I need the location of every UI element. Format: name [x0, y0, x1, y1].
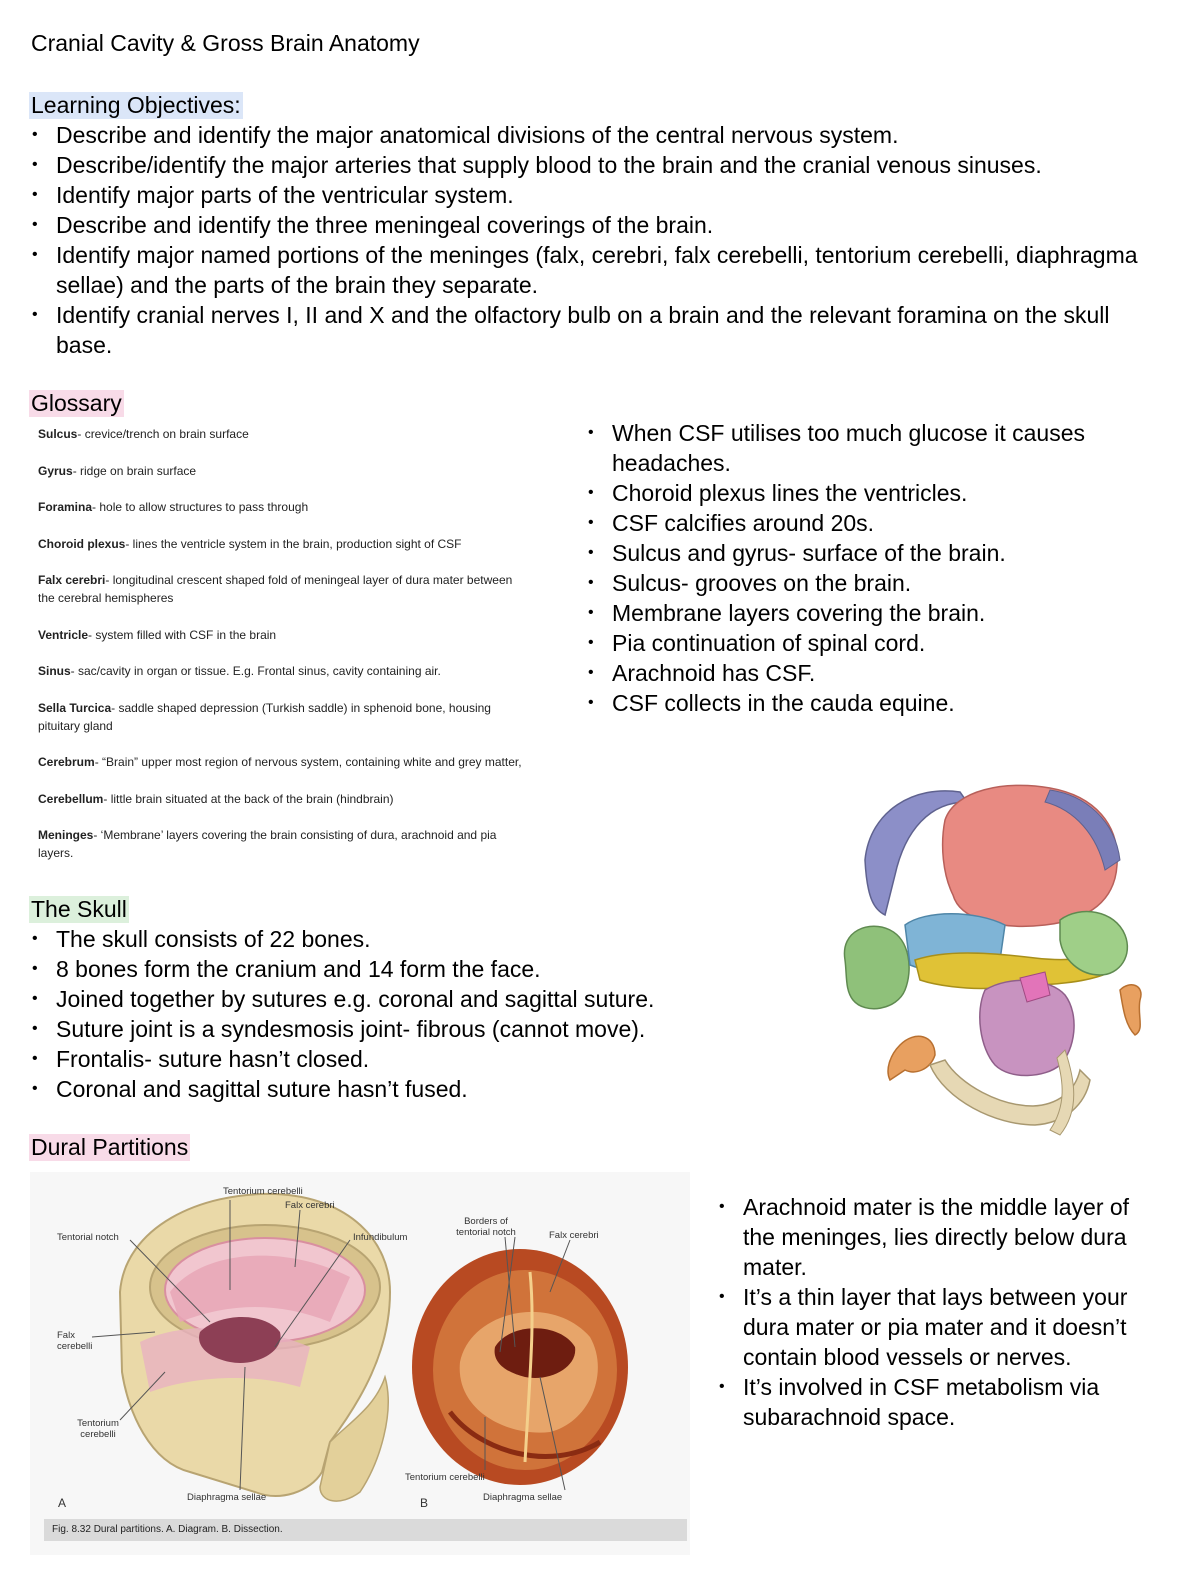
skull-heading: The Skull — [31, 896, 127, 922]
list-item: • Frontalis- suture hasn’t closed. — [31, 1044, 821, 1074]
list-item: • The skull consists of 22 bones. — [31, 924, 821, 954]
list-item: • Arachnoid mater is the middle layer of the meninges, lies directly below dura mater. — [718, 1192, 1148, 1282]
glossary-list — [38, 425, 528, 881]
glossary-entry: Sella Turcica- saddle shaped depression (Turkish saddle) in sphenoid bone, housing pituitary gland — [38, 700, 491, 733]
exploded-skull-illustration — [835, 780, 1175, 1155]
glossary-entry: Sinus- sac/cavity in organ or tissue. E.g. Frontal sinus, cavity containing air. — [38, 664, 441, 678]
list-item: • Identify cranial nerves I, II and X and the olfactory bulb on a brain and the relevant foramina on the skull base. — [31, 300, 1171, 360]
glossary-heading: Glossary — [31, 390, 122, 416]
label-tentorial-notch: Tentorial notch — [57, 1232, 119, 1243]
list-item: • It’s involved in CSF metabolism via subarachnoid space. — [718, 1372, 1148, 1432]
label-infundibulum: Infundibulum — [353, 1232, 408, 1243]
label-falx-top: Falx cerebri — [285, 1200, 335, 1211]
list-item: • Identify major parts of the ventricular system. — [31, 180, 1171, 210]
list-item: • Coronal and sagittal suture hasn’t fused. — [31, 1074, 821, 1104]
list-item: • Suture joint is a syndesmosis joint- fibrous (cannot move). — [31, 1014, 821, 1044]
list-item: • It’s a thin layer that lays between your dura mater or pia mater and it doesn’t contain blood vessels or nerves. — [718, 1282, 1148, 1372]
list-item: • Identify major named portions of the meninges (falx, cerebri, falx cerebelli, tentorium cerebelli, diaphragma sellae) and the parts of the brain they separate. — [31, 240, 1171, 300]
label-tentorium-b: Tentorium cerebelli — [405, 1472, 485, 1483]
glossary-entry: Falx cerebri- longitudinal crescent shaped fold of meningeal layer of dura mater between the cerebral hemispheres — [38, 573, 513, 605]
list-item: • Sulcus- grooves on the brain. — [587, 568, 1157, 598]
label-borders: Borders of tentorial notch — [456, 1216, 516, 1238]
list-item: • Describe/identify the major arteries that supply blood to the brain and the cranial venous sinuses. — [31, 150, 1171, 180]
list-item: • When CSF utilises too much glucose it causes headaches. — [587, 418, 1157, 478]
document-title: Cranial Cavity & Gross Brain Anatomy — [31, 30, 420, 56]
list-item: • Describe and identify the major anatomical divisions of the central nervous system. — [31, 120, 1171, 150]
glossary-entry: Cerebrum- “Brain” upper most region of nervous system, containing white and grey matter, — [38, 755, 522, 769]
list-item: • Describe and identify the three meningeal coverings of the brain. — [31, 210, 1171, 240]
list-item: • Choroid plexus lines the ventricles. — [587, 478, 1157, 508]
dural-partitions-heading: Dural Partitions — [31, 1134, 189, 1160]
learning-objectives-heading: Learning Objectives: — [31, 92, 241, 118]
glossary-entry: Meninges- ‘Membrane’ layers covering the brain consisting of dura, arachnoid and pia layers. — [38, 828, 497, 860]
glossary-entry: Sulcus- crevice/trench on brain surface — [38, 427, 249, 441]
panel-a-letter: A — [58, 1496, 67, 1510]
list-item: • Pia continuation of spinal cord. — [587, 628, 1157, 658]
dural-partitions-figure — [30, 1172, 690, 1555]
list-item: • Joined together by sutures e.g. coronal and sagittal suture. — [31, 984, 821, 1014]
list-item: • Arachnoid has CSF. — [587, 658, 1157, 688]
skull-list — [31, 924, 821, 1104]
glossary-entry: Ventricle- system filled with CSF in the brain — [38, 627, 277, 642]
list-item: • Membrane layers covering the brain. — [587, 598, 1157, 628]
dural-notes-list — [718, 1192, 1148, 1432]
label-tentorium-top: Tentorium cerebelli — [223, 1186, 303, 1197]
glossary-entry: Foramina- hole to allow structures to pass through — [38, 500, 309, 514]
label-falx-b: Falx cerebri — [549, 1230, 599, 1241]
glossary-entry: Gyrus- ridge on brain surface — [38, 463, 197, 478]
label-diaphragma-b: Diaphragma sellae — [483, 1492, 563, 1503]
notes-right-list — [587, 418, 1157, 718]
glossary-entry: Cerebellum- little brain situated at the back of the brain (hindbrain) — [38, 791, 394, 806]
learning-objectives-list — [31, 120, 1171, 360]
label-falx-left: Falx cerebelli — [57, 1330, 93, 1352]
panel-b-letter: B — [420, 1496, 429, 1510]
list-item: • 8 bones form the cranium and 14 form the face. — [31, 954, 821, 984]
figure-caption-bar — [44, 1519, 687, 1541]
list-item: • CSF collects in the cauda equine. — [587, 688, 1157, 718]
label-diaphragma-a: Diaphragma sellae — [187, 1492, 267, 1503]
list-item: • CSF calcifies around 20s. — [587, 508, 1157, 538]
list-item: • Sulcus and gyrus- surface of the brain. — [587, 538, 1157, 568]
label-tentorium-left: Tentorium cerebelli — [77, 1418, 119, 1440]
glossary-entry: Choroid plexus- lines the ventricle system in the brain, production sight of CSF — [38, 536, 462, 551]
figure-caption: Fig. 8.32 Dural partitions. A. Diagram. B. Dissection. — [52, 1524, 283, 1535]
